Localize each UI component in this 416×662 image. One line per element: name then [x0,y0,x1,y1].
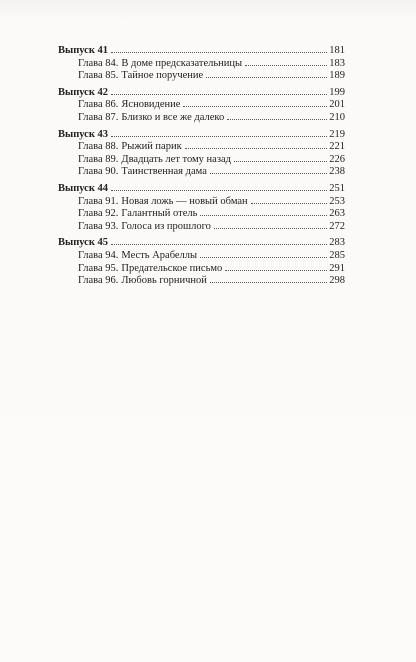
issue-page-number: 181 [329,45,345,56]
leader-dots [111,244,327,245]
chapter-title: Новая ложь — новый обман [121,195,248,207]
chapter-title: Предательское письмо [121,262,223,274]
chapter-page-number: 201 [329,99,345,111]
chapter-title-wrap [78,221,211,234]
leader-dots [200,215,327,216]
leader-dots [210,173,327,174]
chapter-page-number: 298 [329,275,345,287]
leader-dots [210,282,327,283]
chapter-title: Таинственная дама [121,166,207,178]
chapter-title-wrap [78,99,180,112]
table-of-contents [58,45,345,292]
chapter-label: Глава 88. [78,141,119,153]
leader-dots [251,203,328,204]
leader-dots [111,52,327,53]
chapter-page-number: 253 [329,195,345,207]
issue-title: Выпуск 42 [58,86,109,98]
leader-dots [206,77,327,78]
issue-title: Выпуск 45 [58,237,109,249]
toc-chapter-entry [58,112,345,125]
leader-dots [111,136,327,137]
chapter-title-wrap [78,112,224,125]
chapter-title-wrap [78,141,182,154]
chapter-title-wrap [78,70,203,83]
issue-page-number: 199 [329,86,345,98]
chapter-page-number: 226 [329,153,345,165]
leader-dots [111,94,327,95]
leader-dots [185,148,328,149]
chapter-title-wrap [78,275,207,288]
toc-chapter-entry [58,99,345,112]
chapter-page-number: 272 [329,220,345,232]
toc-chapter-entry [58,154,345,167]
chapter-page-number: 210 [329,111,345,123]
chapter-title: Месть Арабеллы [121,249,198,261]
leader-dots [227,119,327,120]
leader-dots [111,190,327,191]
issue-title: Выпуск 43 [58,128,109,140]
leader-dots [200,257,327,258]
toc-chapter-entry [58,70,345,83]
chapter-page-number: 291 [329,262,345,274]
chapter-label: Глава 87. [78,111,119,123]
leader-dots [234,161,327,162]
chapter-label: Глава 94. [78,249,119,261]
leader-dots [183,106,327,107]
chapter-page-number: 189 [329,70,345,82]
chapter-page-number: 285 [329,249,345,261]
toc-issue-heading [58,87,345,100]
chapter-page-number: 183 [329,57,345,69]
leader-dots [225,270,327,271]
chapter-title-wrap [78,58,242,71]
issue-page-number: 251 [329,182,345,194]
chapter-title: Близко и все же далеко [121,111,225,123]
toc-issue-heading [58,237,345,250]
chapter-label: Глава 89. [78,153,119,165]
chapter-title-wrap [78,250,197,263]
toc-issue-heading [58,183,345,196]
chapter-title: Голоса из прошлого [121,220,211,232]
chapter-page-number: 263 [329,208,345,220]
chapter-label: Глава 95. [78,262,119,274]
toc-chapter-entry [58,166,345,179]
chapter-label: Глава 84. [78,57,119,69]
chapter-title: В доме предсказательницы [121,57,243,69]
chapter-label: Глава 91. [78,195,119,207]
toc-issue-block [58,87,345,125]
toc-issue-heading [58,129,345,142]
toc-chapter-entry [58,208,345,221]
chapter-title: Галантный отель [121,208,198,220]
chapter-page-number: 221 [329,141,345,153]
leader-dots [214,228,327,229]
issue-page-number: 283 [329,237,345,249]
toc-chapter-entry [58,141,345,154]
toc-chapter-entry [58,263,345,276]
issue-title: Выпуск 44 [58,182,109,194]
toc-issue-block [58,183,345,233]
toc-issue-block [58,129,345,179]
toc-chapter-entry [58,250,345,263]
chapter-title-wrap [78,208,197,221]
toc-chapter-entry [58,58,345,71]
chapter-label: Глава 85. [78,70,119,82]
chapter-title: Двадцать лет тому назад [121,153,231,165]
chapter-title: Рыжий парик [121,141,182,153]
toc-chapter-entry [58,221,345,234]
toc-issue-block [58,45,345,83]
toc-chapter-entry [58,196,345,209]
chapter-label: Глава 93. [78,220,119,232]
issue-title: Выпуск 41 [58,45,109,56]
chapter-label: Глава 90. [78,166,119,178]
chapter-label: Глава 92. [78,208,119,220]
issue-page-number: 219 [329,128,345,140]
chapter-label: Глава 96. [78,275,119,287]
leader-dots [245,65,327,66]
chapter-label: Глава 86. [78,99,119,111]
chapter-title-wrap [78,196,248,209]
toc-chapter-entry [58,275,345,288]
chapter-title-wrap [78,263,222,276]
chapter-title-wrap [78,166,207,179]
chapter-page-number: 238 [329,166,345,178]
chapter-title: Тайное поручение [121,70,204,82]
chapter-title: Ясновидение [121,99,181,111]
chapter-title-wrap [78,154,231,167]
toc-issue-heading [58,45,345,58]
toc-issue-block [58,237,345,287]
chapter-title: Любовь горничной [121,275,207,287]
